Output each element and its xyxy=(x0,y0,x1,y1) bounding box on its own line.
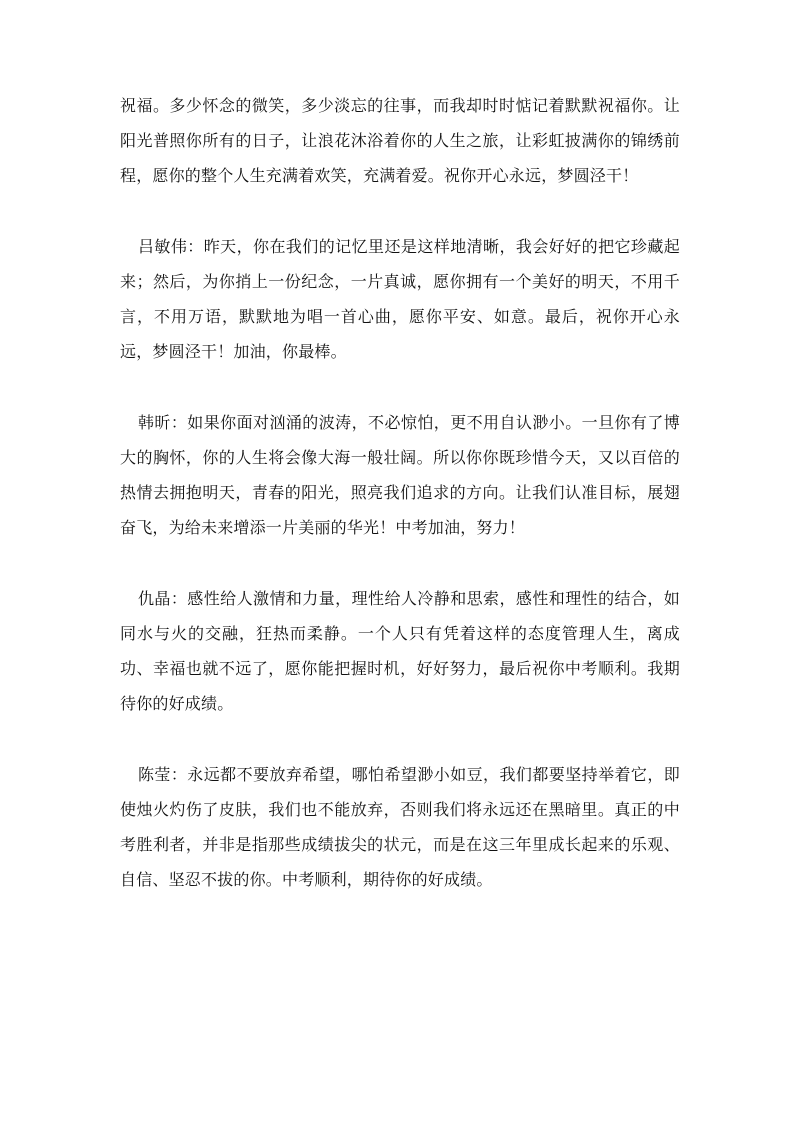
paragraph-chen-ying: 陈莹：永远都不要放弃希望，哪怕希望渺小如豆，我们都要坚持举着它，即使烛火灼伤了皮肤，我们也不能放弃，否则我们将永远还在黑暗里。真正的中考胜利者，并非是指那些成绩拔尖的状元，而是在这三年里成长起来的乐观、自信、坚忍不拔的你。中考顺利，期待你的好成绩。 xyxy=(120,765,680,889)
paragraph-han-xin: 韩昕：如果你面对汹涌的波涛，不必惊怕，更不用自认渺小。一旦你有了博大的胸怀，你的人生将会像大海一般壮阔。所以你你既珍惜今天，又以百倍的热情去拥抱明天，青春的阳光，照亮我们追求的方向。让我们认准目标，展翅奋飞，为给未来增添一片美丽的华光！中考加油，努力！ xyxy=(120,413,680,537)
paragraph-qiu-jing: 仇晶：感性给人激情和力量，理性给人冷静和思索，感性和理性的结合，如同水与火的交融，狂热而柔静。一个人只有凭着这样的态度管理人生，离成功、幸福也就不远了，愿你能把握时机，好好努力，最后祝你中考顺利。我期待你的好成绩。 xyxy=(120,589,680,713)
paragraph-blessing-continuation: 祝福。多少怀念的微笑，多少淡忘的往事，而我却时时惦记着默默祝福你。让阳光普照你所有的日子，让浪花沐浴着你的人生之旅，让彩虹披满你的锦绣前程，愿你的整个人生充满着欢笑，充满着爱。祝你开心永远，梦圆泾干！ xyxy=(120,96,680,185)
document-body xyxy=(120,88,680,897)
paragraph-lv-minwei: 吕敏伟：昨天，你在我们的记忆里还是这样地清晰，我会好好的把它珍藏起来；然后，为你捎上一份纪念，一片真诚，愿你拥有一个美好的明天，不用千言，不用万语，默默地为唱一首心曲，愿你平安、如意。最后，祝你开心永远，梦圆泾干！加油，你最棒。 xyxy=(120,237,680,361)
